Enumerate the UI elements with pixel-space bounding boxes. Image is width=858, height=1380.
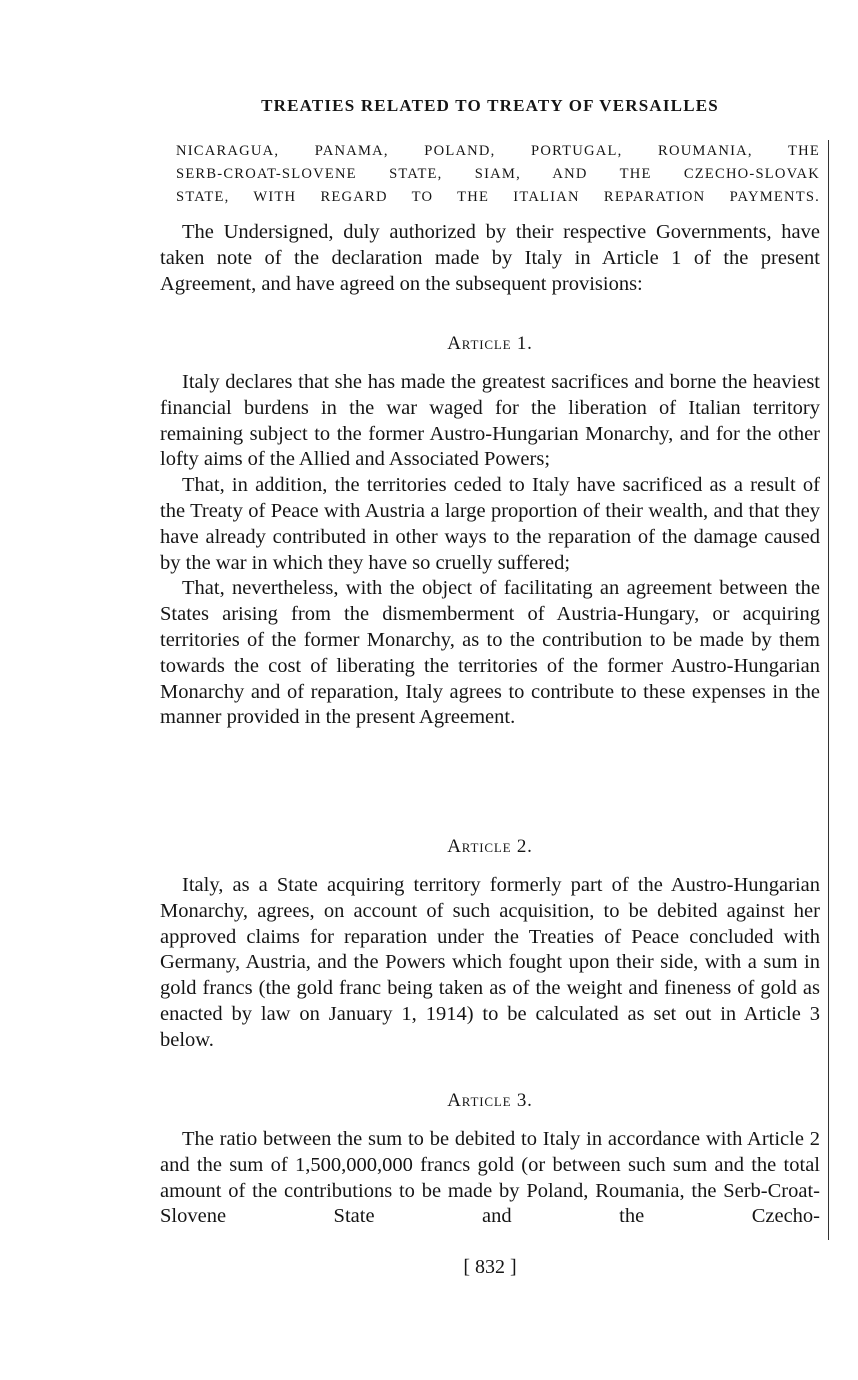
article-2-body — [160, 873, 820, 1054]
preamble — [160, 220, 820, 297]
article-1-paragraph: That, in addition, the territories ceded to Italy have sacrificed as a result of the Treaty of Peace with Austria a large proportion of their wealth, and that they have already contributed in other ways to the reparation of the damage caused by the war in which they have so cruelly suffered; — [160, 474, 820, 574]
article-3-paragraph: The ratio between the sum to be debited to Italy in accordance with Article 2 and the sum of 1,500,000,000 francs gold (or between such sum and the total amount of the contributions to be made by Poland, Roumania, the Serb-Croat-Slovene State and the Czecho- — [160, 1128, 820, 1228]
preamble-paragraph: The Undersigned, duly authorized by their respective Governments, have taken note of the declaration made by Italy in Article 1 of the present Agreement, and have agreed on the subsequent provisions: — [160, 221, 820, 295]
subtitle-line: STATE, WITH REGARD TO THE ITALIAN REPARATION PAYMENTS. — [176, 189, 820, 205]
article-1-paragraph: Italy declares that she has made the greatest sacrifices and borne the heaviest financial burdens in the war waged for the liberation of Italian territory remaining subject to the former Austro-Hungarian Monarchy, and for the other lofty aims of the Allied and Associated Powers; — [160, 371, 820, 471]
margin-rule — [828, 140, 829, 1240]
article-1-heading: Article 1. — [447, 333, 533, 354]
document-subtitle — [176, 140, 820, 209]
page-number: [ 832 ] — [463, 1256, 517, 1278]
article-1-paragraph: That, nevertheless, with the object of facilitating an agreement between the States arising from the dismemberment of Austria-Hungary, or acquiring territories of the former Monarchy, as to the contribution to be made by them towards the cost of liberating the territories of the former Austro-Hungarian Monarchy and of reparation, Italy agrees to contribute to these expenses in the manner provided in the present Agreement. — [160, 577, 820, 729]
article-1-body — [160, 370, 820, 731]
subtitle-line: SERB-CROAT-SLOVENE STATE, SIAM, AND THE CZECHO-SLOVAK — [176, 166, 820, 182]
subtitle-line: NICARAGUA, PANAMA, POLAND, PORTUGAL, ROUMANIA, THE — [176, 143, 820, 159]
article-2-heading: Article 2. — [447, 836, 533, 857]
running-head: TREATIES RELATED TO TREATY OF VERSAILLES — [261, 96, 719, 115]
article-3-body — [160, 1127, 820, 1230]
article-3-heading: Article 3. — [447, 1090, 533, 1111]
article-2-paragraph: Italy, as a State acquiring territory formerly part of the Austro-Hungarian Monarchy, agrees, on account of such acquisition, to be debited against her approved claims for reparation under the Treaties of Peace concluded with Germany, Austria, and the Powers which fought upon their side, with a sum in gold francs (the gold franc being taken as of the weight and fineness of gold as enacted by law on January 1, 1914) to be calculated as set out in Article 3 below. — [160, 874, 820, 1051]
